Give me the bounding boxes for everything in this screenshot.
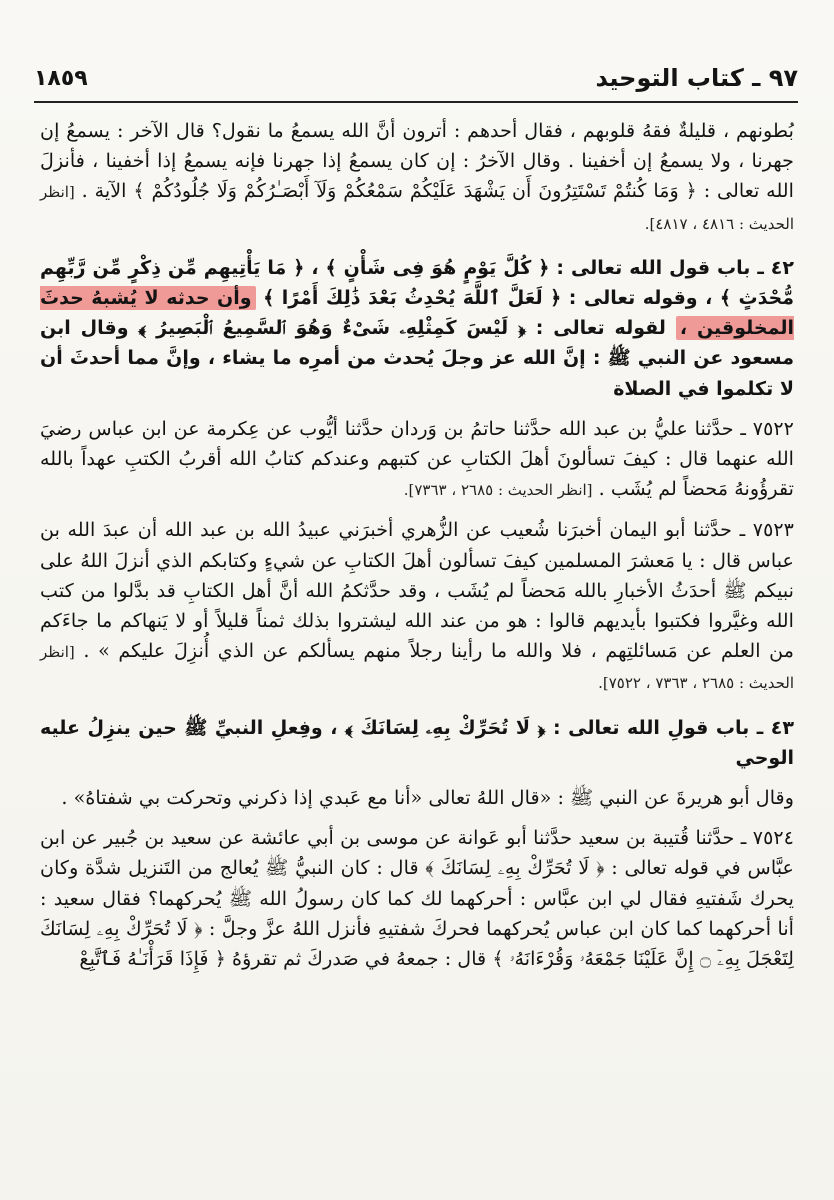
paragraph-abu-hurayra: وقال أبو هريرةَ عن النبي ﷺ : «قال اللهُ تعالى «أنا مع عَبدي إذا ذكرني وتحركت بي شفتاهُ» . [61, 786, 794, 810]
hadith-reference: [انظر الحديث : ٢٦٨٥ ، ٧٣٦٣]. [403, 481, 593, 500]
page-header [34, 58, 798, 98]
chapter-heading-text: ٤٢ ـ باب قول الله تعالى : ﴿ كُلَّ يَوْمٍ هُوَ فِى شَأْنٍ ﴾ ، ﴿ مَا يَأْتِيهِم مِّن ذِكْرٍ مِّن رَّبِّهِم مُّحْدَثٍ ﴾ ، وقوله تعالى : ﴿ لَعَلَّ ٱللَّهَ يُحْدِثُ بَعْدَ ذَٰلِكَ أَمْرًا ﴾ [40, 256, 795, 310]
chapter-heading-43: ٤٣ ـ باب قولِ الله تعالى : ﴿ لَا تُحَرِّكْ بِهِۦ لِسَانَكَ ﴾ ، وفِعلِ النبيِّ ﷺ حين ينزِلُ عليه الوحي [40, 716, 794, 769]
paragraph-text: ٧٥٢٣ ـ حدَّثنا أبو اليمان أخبرَنا شُعيب عن الزُّهري أخبرَني عبيدُ الله بن عبد الله أن عبدَ الله بن عباس قال : يا مَعشرَ المسلمين كيفَ تسألون أهلَ الكتابِ عن شيءٍ وكتابكم الذي أنزلَ اللهُ على نبيكم ﷺ أحدَثُ الأخبارِ بالله مَحضاً لم يُشَب ، وقد حدَّثكمُ الله أنَّ أهل الكتابِ قد بدَّلوا من كتب الله وغيَّروا فكتبوا بأيديهم قالوا : هو من عند الله ليشتروا بذلك ثمناً قليلاً أو لا يَنهاكم ما جاءَكم من العلم عن مَسائلتِهم ، فلا والله ما رأينا رجلاً منهم يسألكم عن الذي أُنزِلَ عليكم » . [40, 518, 795, 663]
chapter-heading-text-end: لقوله تعالى : ﴿ لَيْسَ كَمِثْلِهِۦ شَىْءٌ وَهُوَ ٱلسَّمِيعُ ٱلْبَصِيرُ ﴾ وقال ابن مسعود عن النبي ﷺ : إنَّ الله عز وجلَ يُحدث من أمرِه ما يشاء ، وإنَّ مما أحدثَ أن لا تكلموا في الصلاة [40, 317, 794, 400]
chapter-heading-42 [40, 253, 794, 404]
page-body [40, 116, 794, 974]
header-rule [34, 101, 798, 103]
highlighted-phrase: وأن حدثه لا يُشبهُ حدثَ المخلوقين ، [40, 287, 794, 340]
paragraph-text: ٧٥٢٢ ـ حدَّثنا عليُّ بن عبد الله حدَّثنا حاتمُ بن وَردان حدَّثنا أيُّوب عن عِكرمة عن ابن عباس رضيَ الله عنهما قال : كيفَ تسألونَ أهلَ الكتابِ عن كتبهم وعندكم كتابُ الله أقربُ الكتبِ عهداً بالله تقرؤُونهُ مَحضاً لم يُشَب . [40, 416, 794, 501]
page-number: ١٨٥٩ [34, 65, 88, 91]
paragraph-hadith-7523 [40, 515, 794, 698]
paragraph-hadith-7522 [40, 414, 794, 506]
hadith-reference: [انظر الحديث : ٤٨١٦ ، ٤٨١٧]. [40, 183, 794, 233]
paragraph-hadith-7524: ٧٥٢٤ ـ حدَّثنا قُتيبة بن سعيد حدَّثنا أبو عَوانة عن موسى بن أبي عائشة عن سعيد بن جُبير عن ابن عبَّاس في قوله تعالى : ﴿ لَا تُحَرِّكْ بِهِۦ لِسَانَكَ ﴾ قال : كان النبيُّ ﷺ يُعالج من التَنزيل شدَّة وكان يحرك شَفتيهِ فقال لي ابن عبَّاس : أحركهما لك كما كان رسولُ الله ﷺ يُحركهما؟ فقال سعيد : أنا أحركهما كما كان ابن عباس يُحركهما فحركَ شفتيهِ فأنزل اللهُ عزَّ وجلَّ : ﴿ لَا تُحَرِّكْ بِهِۦ لِسَانَكَ لِتَعْجَلَ بِهِۦٓ ۝ إِنَّ عَلَيْنَا جَمْعَهُۥ وَقُرْءَانَهُۥ ﴾ قال : جمعهُ في صَدركَ ثم تقرؤهُ ﴿ فَإِذَا قَرَأْنَـٰهُ فَٱتَّبِعْ [40, 826, 794, 971]
paragraph-text: بُطونهم ، قليلةٌ فقهُ قلوبهم ، فقال أحدهم : أترون أنَّ الله يسمعُ ما نقول؟ قال الآخر : يسمعُ إن جهرنا ، ولا يسمعُ إن أخفينا . وقال الآخرُ : إن كان يسمعُ إذا جهرنا فإنه يسمعُ إذا أخفينا ، فأنزلَ الله تعالى : ﴿ وَمَا كُنتُمْ تَسْتَتِرُونَ أَن يَشْهَدَ عَلَيْكُمْ سَمْعُكُمْ وَلَآ أَبْصَـٰرُكُمْ وَلَا جُلُودُكُمْ ﴾ الآية . [40, 119, 794, 203]
chapter-title: ٩٧ ـ كتاب التوحيد [595, 64, 798, 92]
hadith-reference: [انظر الحديث : ٢٦٨٥ ، ٧٣٦٣ ، ٧٥٢٢]. [40, 643, 794, 693]
paragraph-hadith-continuation [40, 116, 794, 239]
